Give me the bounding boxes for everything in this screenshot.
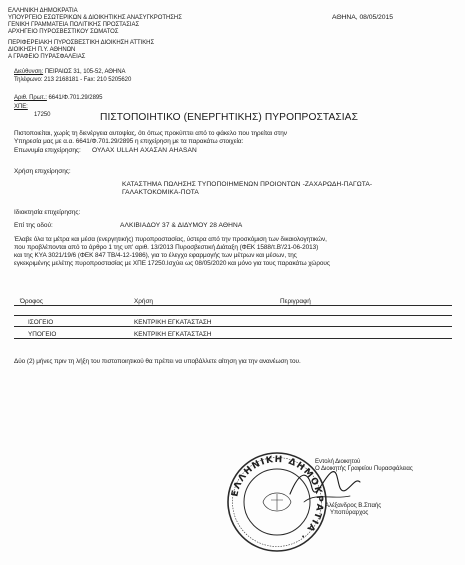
business-use-label: Χρήση επιχείρησης: [14, 168, 71, 175]
address-value: ΠΕΙΡΑΙΩΣ 31, 105-52, ΑΘΗΝΑ [44, 69, 126, 75]
table-row-1-use: ΚΕΝΤΡΙΚΗ ΕΓΚΑΤΑΣΤΑΣΗ [134, 319, 212, 326]
phone-line [14, 77, 131, 84]
body-line-4: εγκεκριμένης μελέτης πυροπροστασίας με ΧΠΕ 17250.Ισχύει ως 08/05/2020 και μόνο για τους παρακάτω χώρους [14, 260, 330, 267]
table-row-2-use: ΚΕΝΤΡΙΚΗ ΕΓΚΑΤΑΣΤΑΣΗ [134, 331, 212, 338]
header-line-directorate: ΔΙΟΙΚΗΣΗ Π.Υ. ΑΘΗΝΩΝ [8, 47, 76, 53]
xpe-value: 17250 [34, 112, 51, 118]
phone-label: Τηλέφωνο: [14, 77, 43, 83]
table-row-rule-1 [14, 315, 452, 316]
body-line-3: και της ΚΥΑ 3021/19/6 (ΦΕΚ 847 ΤΒ/4-12-1986), για το έλεγχο εφαρμογής των μέτρων και μέσων, της [14, 252, 297, 259]
body-line-1: Έλαβε όλα τα μέτρα και μέσα (ενεργητικής) πυροπροστασίας, ύστερα από την προσκόμιση των δικαιολογητικών, [14, 236, 327, 243]
table-bottom-rule [14, 338, 452, 339]
address-label: Διεύθυνση: [14, 69, 44, 75]
company-name-value: ΟΥΛΑΧ ULLAH ΑΧΑΣΑΝ AHASAN [92, 147, 197, 154]
company-name-label: Επωνυμία επιχείρησης: [14, 147, 81, 154]
signer-rank: Υποπύραρχος [330, 509, 369, 516]
place-date: ΑΘΗΝΑ, 08/05/2015 [332, 14, 393, 21]
table-row-rule-2 [14, 326, 452, 327]
signature-block-line-2: Ο Διοικητής Γραφείου Πυρασφάλειας [315, 465, 413, 472]
address-line [14, 69, 125, 76]
protocol-label: Αριθ. Πρωτ.: [14, 95, 47, 101]
table-top-rule [14, 305, 452, 306]
table-row-2-floor: ΥΠΟΓΕΙΟ [28, 331, 57, 338]
intro-line-2: Υπηρεσία μας με α.α. 6641/Φ.701.29/2895 η επιχείρηση με τα παρακάτω στοιχεία: [14, 138, 244, 145]
protocol-line [14, 95, 102, 102]
header-line-regional: ΠΕΡΙΦΕΡΕΙΑΚΗ ΠΥΡΟΣΒΕΣΤΙΚΗ ΔΙΟΙΚΗΣΗ ΑΤΤΙΚΗΣ [8, 40, 155, 46]
header-line-republic: ΕΛΛΗΝΙΚΗ ΔΗΜΟΚΡΑΤΙΑ [8, 8, 78, 14]
header-line-ministry: ΥΠΟΥΡΓΕΙΟ ΕΣΩΤΕΡΙΚΩΝ & ΔΙΟΙΚΗΤΙΚΗΣ ΑΝΑΣΥΓΚΡΟΤΗΣΗΣ [8, 15, 182, 21]
body-line-2: που προβλέπονται από το άρθρο 1 της υπ' αριθ. 13/2013 Πυροσβεστική Διάταξη (ΦΕΚ 1588/τ.Β'/21-06-2013) [14, 244, 319, 251]
table-header-description: Περιγραφή [280, 298, 311, 305]
renewal-note: Δύο (2) μήνες πριν τη λήξη του πιστοποιητικού θα πρέπει να υποβάλλετε αίτηση για την ανανέωση του. [14, 358, 301, 365]
intro-line-1: Πιστοποιείται, χωρίς τη διενέργεια αυτοψίας, ότι όπως προκύπτει από το φάκελο που τηρείται στην [14, 130, 287, 137]
table-header-use: Χρήση [134, 298, 153, 305]
handwritten-signature [286, 462, 364, 510]
phone-value: 213 2168181 - Fax: 210 5205620 [44, 77, 132, 83]
business-use-value-2: ΓΑΛΑΚΤΟΚΟΜΙΚΑ-ΠΟΤΑ [122, 189, 199, 196]
seal-text: ΕΛΛΗΝΙΚΗ ΔΗΜΟΚΡΑΤΙΑ · [230, 454, 325, 542]
street-value: ΑΛΚΙΒΙΑΔΟΥ 37 & ΔΙΔΥΜΟΥ 28 ΑΘΗΝΑ [120, 222, 243, 229]
street-label: Επί της οδού: [14, 222, 53, 229]
protocol-value: 6641/Φ.701.29/2895 [48, 95, 103, 101]
header-line-command: ΑΡΧΗΓΕΙΟ ΠΥΡΟΣΒΕΣΤΙΚΟΥ ΣΩΜΑΤΟΣ [8, 29, 119, 35]
business-use-value-1: ΚΑΤΑΣΤΗΜΑ ΠΩΛΗΣΗΣ ΤΥΠΟΠΟΙΗΜΕΝΩΝ ΠΡΟΙΟΝΤΩΝ -ΖΑΧΑΡΩΔΗ-ΠΑΓΩΤΑ- [122, 181, 373, 188]
table-header-floor: Όροφος [20, 298, 43, 305]
xpe-label: ΧΠΕ: [14, 104, 28, 110]
header-line-secretariat: ΓΕΝΙΚΗ ΓΡΑΜΜΑΤΕΙΑ ΠΟΛΙΤΙΚΗΣ ΠΡΟΣΤΑΣΙΑΣ [8, 22, 140, 28]
signature-block-line-1: Εντολή Διοικητού [315, 458, 361, 465]
certificate-title: ΠΙΣΤΟΠΟΙΗΤΙΚΟ (ΕΝΕΡΓΗΤΙΚΗΣ) ΠΥΡΟΠΡΟΣΤΑΣΙΑΣ [100, 112, 358, 123]
header-line-office: Α ΓΡΑΦΕΙΟ ΠΥΡΑΣΦΑΛΕΙΑΣ [8, 54, 86, 60]
table-row-1-floor: ΙΣΟΓΕΙΟ [28, 319, 54, 326]
owner-label: Ιδιοκτησία επιχείρησης: [14, 209, 81, 216]
signer-name: Αλέξανδρος Β.Σπαής [325, 502, 382, 509]
